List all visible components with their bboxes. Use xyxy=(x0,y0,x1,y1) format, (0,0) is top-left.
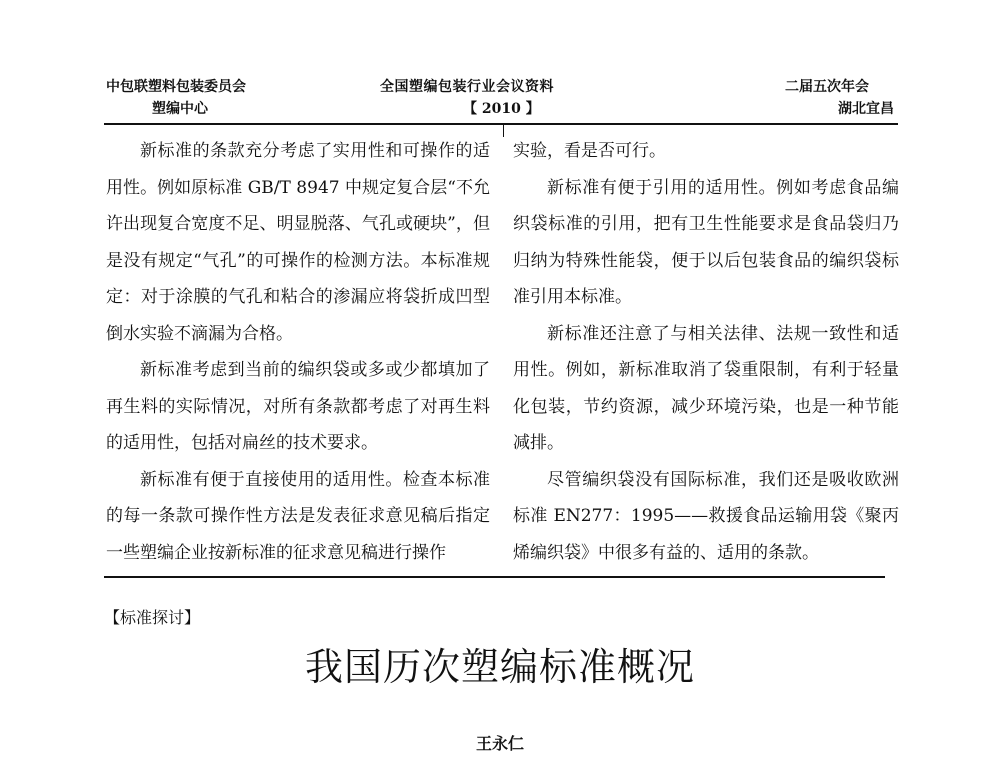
section-tag: 【标准探讨】 xyxy=(104,608,201,627)
right-continuation: 实验，看是否可行。 xyxy=(513,141,666,161)
header-year: 【 2010 】 xyxy=(463,101,540,117)
header-organization-sub: 塑编中心 xyxy=(152,101,208,117)
header-meeting: 二届五次年会 xyxy=(785,79,869,95)
left-paragraph-3: 新标准有便于直接使用的适用性。检查本标准的每一条款可操作性方法是发表征求意见稿后指定一些塑编企业按新标准的征求意见稿进行操作 xyxy=(106,469,490,563)
header-rule xyxy=(104,123,898,125)
right-paragraph-2: 新标准还注意了与相关法律、法规一致性和适用性。例如，新标准取消了袋重限制，有利于轻量化包装，节约资源，减少环境污染，也是一种节能减排。 xyxy=(513,323,899,453)
column-divider xyxy=(503,125,504,137)
right-paragraph-3: 尽管编织袋没有国际标准，我们还是吸收欧洲标准 EN277：1995——救援食品运输用袋《聚丙烯编织袋》中很多有益的、适用的条款。 xyxy=(513,469,899,563)
header-location: 湖北宜昌 xyxy=(838,101,894,117)
left-column xyxy=(106,133,490,571)
article-author: 王永仁 xyxy=(475,734,524,753)
article-title: 我国历次塑编标准概况 xyxy=(304,645,695,689)
section-rule xyxy=(104,576,885,578)
left-paragraph-1: 新标准的条款充分考虑了实用性和可操作的适用性。例如原标准 GB/T 8947 中规定复合层“不允许出现复合宽度不足、明显脱落、气孔或硬块”，但是没有规定“气孔”的可操作的检测方法。本标准规定：对于涂膜的气孔和粘合的渗漏应将袋折成凹型倒水实验不滴漏为合格。 xyxy=(106,141,490,344)
right-column xyxy=(513,133,899,571)
header-publication-title: 全国塑编包装行业会议资料 xyxy=(380,79,554,95)
left-paragraph-2: 新标准考虑到当前的编织袋或多或少都填加了再生料的实际情况，对所有条款都考虑了对再生料的适用性，包括对扁丝的技术要求。 xyxy=(106,360,490,453)
header-organization: 中包联塑料包装委员会 xyxy=(106,79,246,95)
right-paragraph-1: 新标准有便于引用的适用性。例如考虑食品编织袋标准的引用，把有卫生性能要求是食品袋归乃归纳为特殊性能袋，便于以后包装食品的编织袋标准引用本标准。 xyxy=(513,177,899,307)
